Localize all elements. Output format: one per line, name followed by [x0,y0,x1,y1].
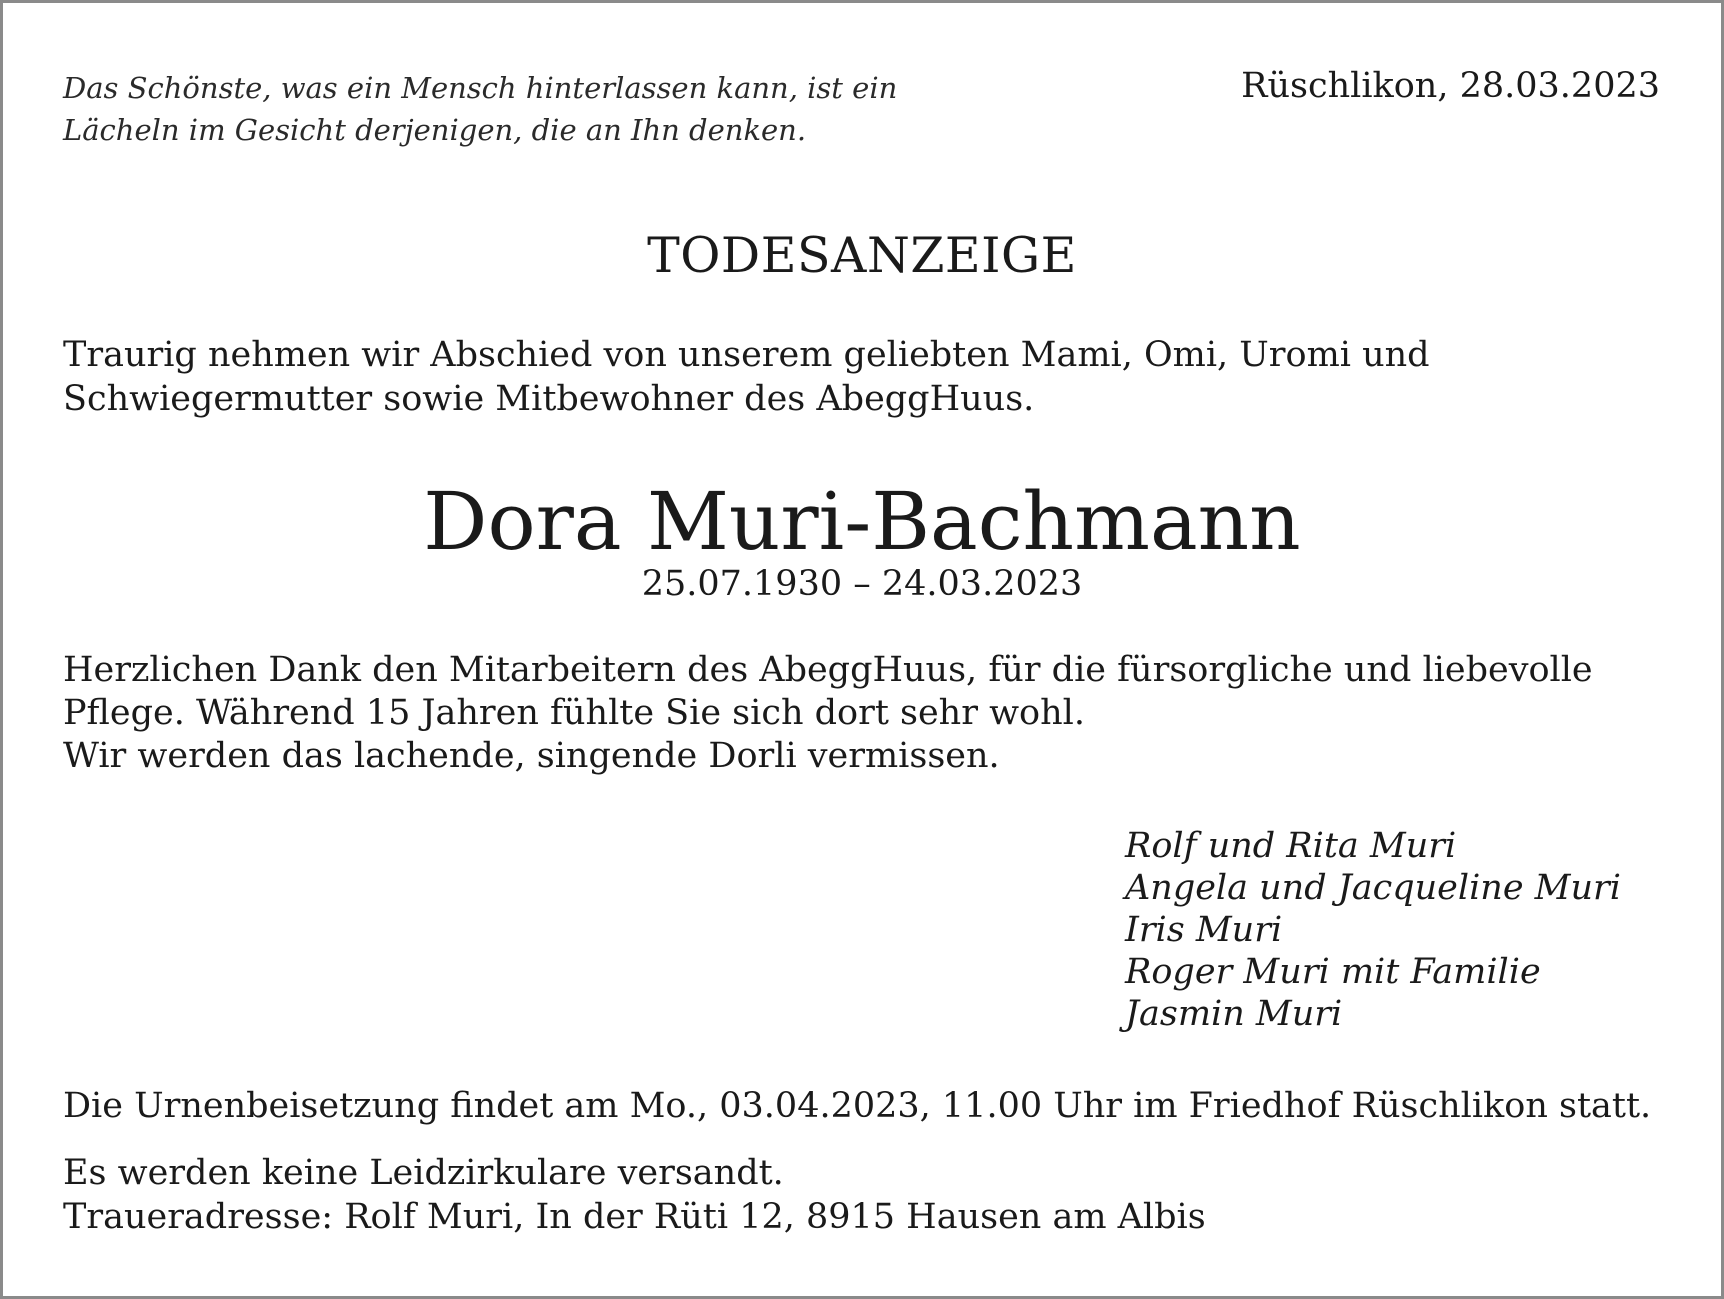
place-date: Rüschlikon, 28.03.2023 [1241,66,1660,106]
thanks-line: Wir werden das lachende, singende Dorli vermissen. [63,736,1000,776]
notice-title: TODESANZEIGE [647,227,1077,284]
burial-info: Die Urnenbeisetzung findet am Mo., 03.04.2023, 11.00 Uhr im Friedhof Rüschlikon statt. [63,1086,1652,1126]
closing-line: Es werden keine Leidzirkulare versandt. [63,1153,784,1193]
intro-line: Traurig nehmen wir Abschied von unserem geliebten Mami, Omi, Uromi und [63,335,1430,375]
family-member: Angela und Jacqueline Muri [1125,868,1621,908]
motto-quote [63,67,898,151]
intro-line: Schwiegermutter sowie Mitbewohner des AbeggHuus. [63,379,1035,419]
mourning-address: Traueradresse: Rolf Muri, In der Rüti 12, 8915 Hausen am Albis [63,1197,1206,1237]
family-member: Jasmin Muri [1125,994,1343,1034]
family-member: Rolf und Rita Muri [1125,826,1457,866]
deceased-name: Dora Muri-Bachmann [423,475,1301,568]
family-member: Iris Muri [1125,910,1283,950]
family-list [1125,825,1621,1035]
motto-line: Das Schönste, was ein Mensch hinterlassen kann, ist ein [63,71,898,105]
thanks-text [63,649,1593,778]
family-member: Roger Muri mit Familie [1125,952,1541,992]
life-dates: 25.07.1930 – 24.03.2023 [641,564,1083,604]
motto-line: Lächeln im Gesicht derjenigen, die an Ihn denken. [63,113,807,147]
thanks-line: Pflege. Während 15 Jahren fühlte Sie sich dort sehr wohl. [63,693,1085,733]
thanks-line: Herzlichen Dank den Mitarbeitern des AbeggHuus, für die fürsorgliche und liebevolle [63,650,1593,690]
intro-text [63,333,1430,421]
closing-text [63,1151,1206,1239]
